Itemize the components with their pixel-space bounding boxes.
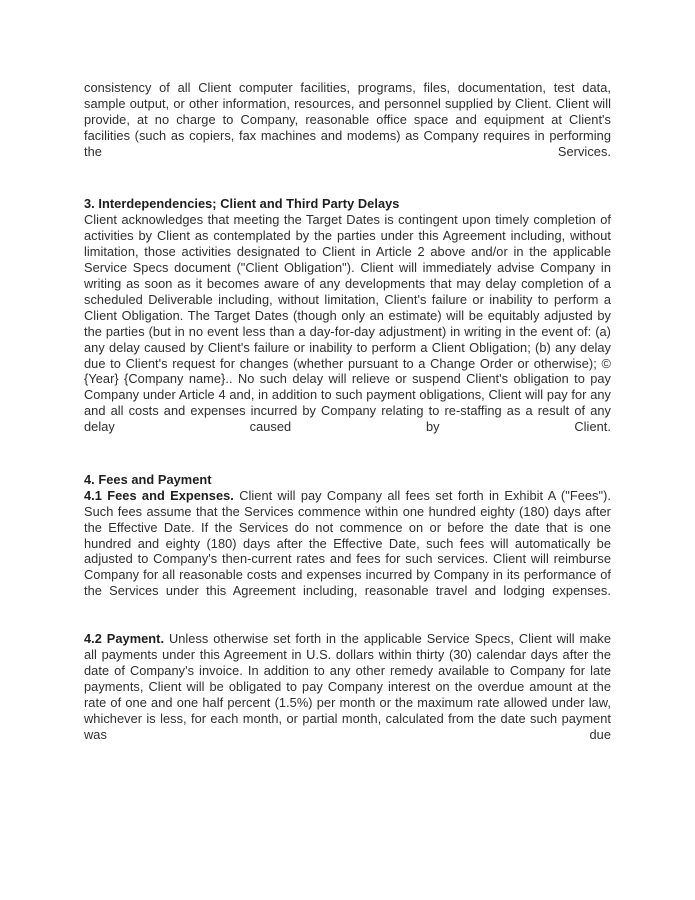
runin-text-4-2: Unless otherwise set forth in the applicable Service Specs, Client will make all payments under this Agreement in U.S. dollars within thirty (30) calendar days after the date of Company's invoice. In addition to any other remedy available to Company for late payments, Client will be obligated to pay Company interest on the overdue amount at the rate of one and one half percent (1.5%) per month or the maximum rate allowed under law, whichever is less, for each month, or partial month, calculated from the date such payment was due [84, 631, 612, 742]
document-text-column [84, 80, 611, 758]
paragraph-section-4-1 [84, 488, 611, 615]
runin-text-4-1: Client will pay Company all fees set forth in Exhibit A ("Fees"). Such fees assume that the Services commence within one hundred eighty (180) days after the Effective Date. If the Services do not commence on or before the date that is one hundred and eighty (180) days after the Effective Date, such fees will automatically be adjusted to Company's then-current rates and fees for such services. Client will reimburse Company for all reasonable costs and expenses incurred by Company in its performance of the Services under this Agreement including, reasonable travel and lodging expenses. [84, 487, 611, 599]
paragraph-continuation-client-facilities: consistency of all Client computer facilities, programs, files, documentation, test data, sample output, or other information, resources, and personnel supplied by Client. Client will provide, at no charge to Company, reasonable office space and equipment at Client's facilities (such as copiers, fax machines and modems) as Company requires in performing the Services. [84, 80, 611, 159]
heading-section-4: 4. Fees and Payment [84, 471, 212, 487]
runin-label-4-2: 4.2 Payment. [84, 631, 169, 647]
runin-label-4-1: 4.1 Fees and Expenses. [84, 487, 240, 503]
paragraph-section-3-body: Client acknowledges that meeting the Target Dates is contingent upon timely completion of activities by Client as contemplated by the parties under this Agreement including, without limitation, those activities designated to Client in Article 2 above and/or in the applicable Service Specs document ("Client Obligation"). Client will immediately advise Company in writing as soon as it becomes aware of any developments that may delay completion of a scheduled Deliverable including, without limitation, Client's failure or inability to perform a Client Obligation. The Target Dates (though only an estimate) will be equitably adjusted by the parties (but in no event less than a day-for-day adjustment) in writing in the event of: (a) any delay caused by Client's failure or inability to perform a Client Obligation; (b) any delay due to Client's request for changes (whether pursuant to a Change Order or otherwise); © {Year} {Company name}.. No such delay will relieve or suspend Client's obligation to pay Company under Article 4 and, in addition to such payment obligations, Client will pay for any and all costs and expenses incurred by Company relating to re-staffing as a result of any delay caused by Client. [84, 212, 611, 435]
paragraph-section-4-2 [84, 631, 611, 758]
heading-section-3: 3. Interdependencies; Client and Third Party Delays [84, 196, 400, 212]
